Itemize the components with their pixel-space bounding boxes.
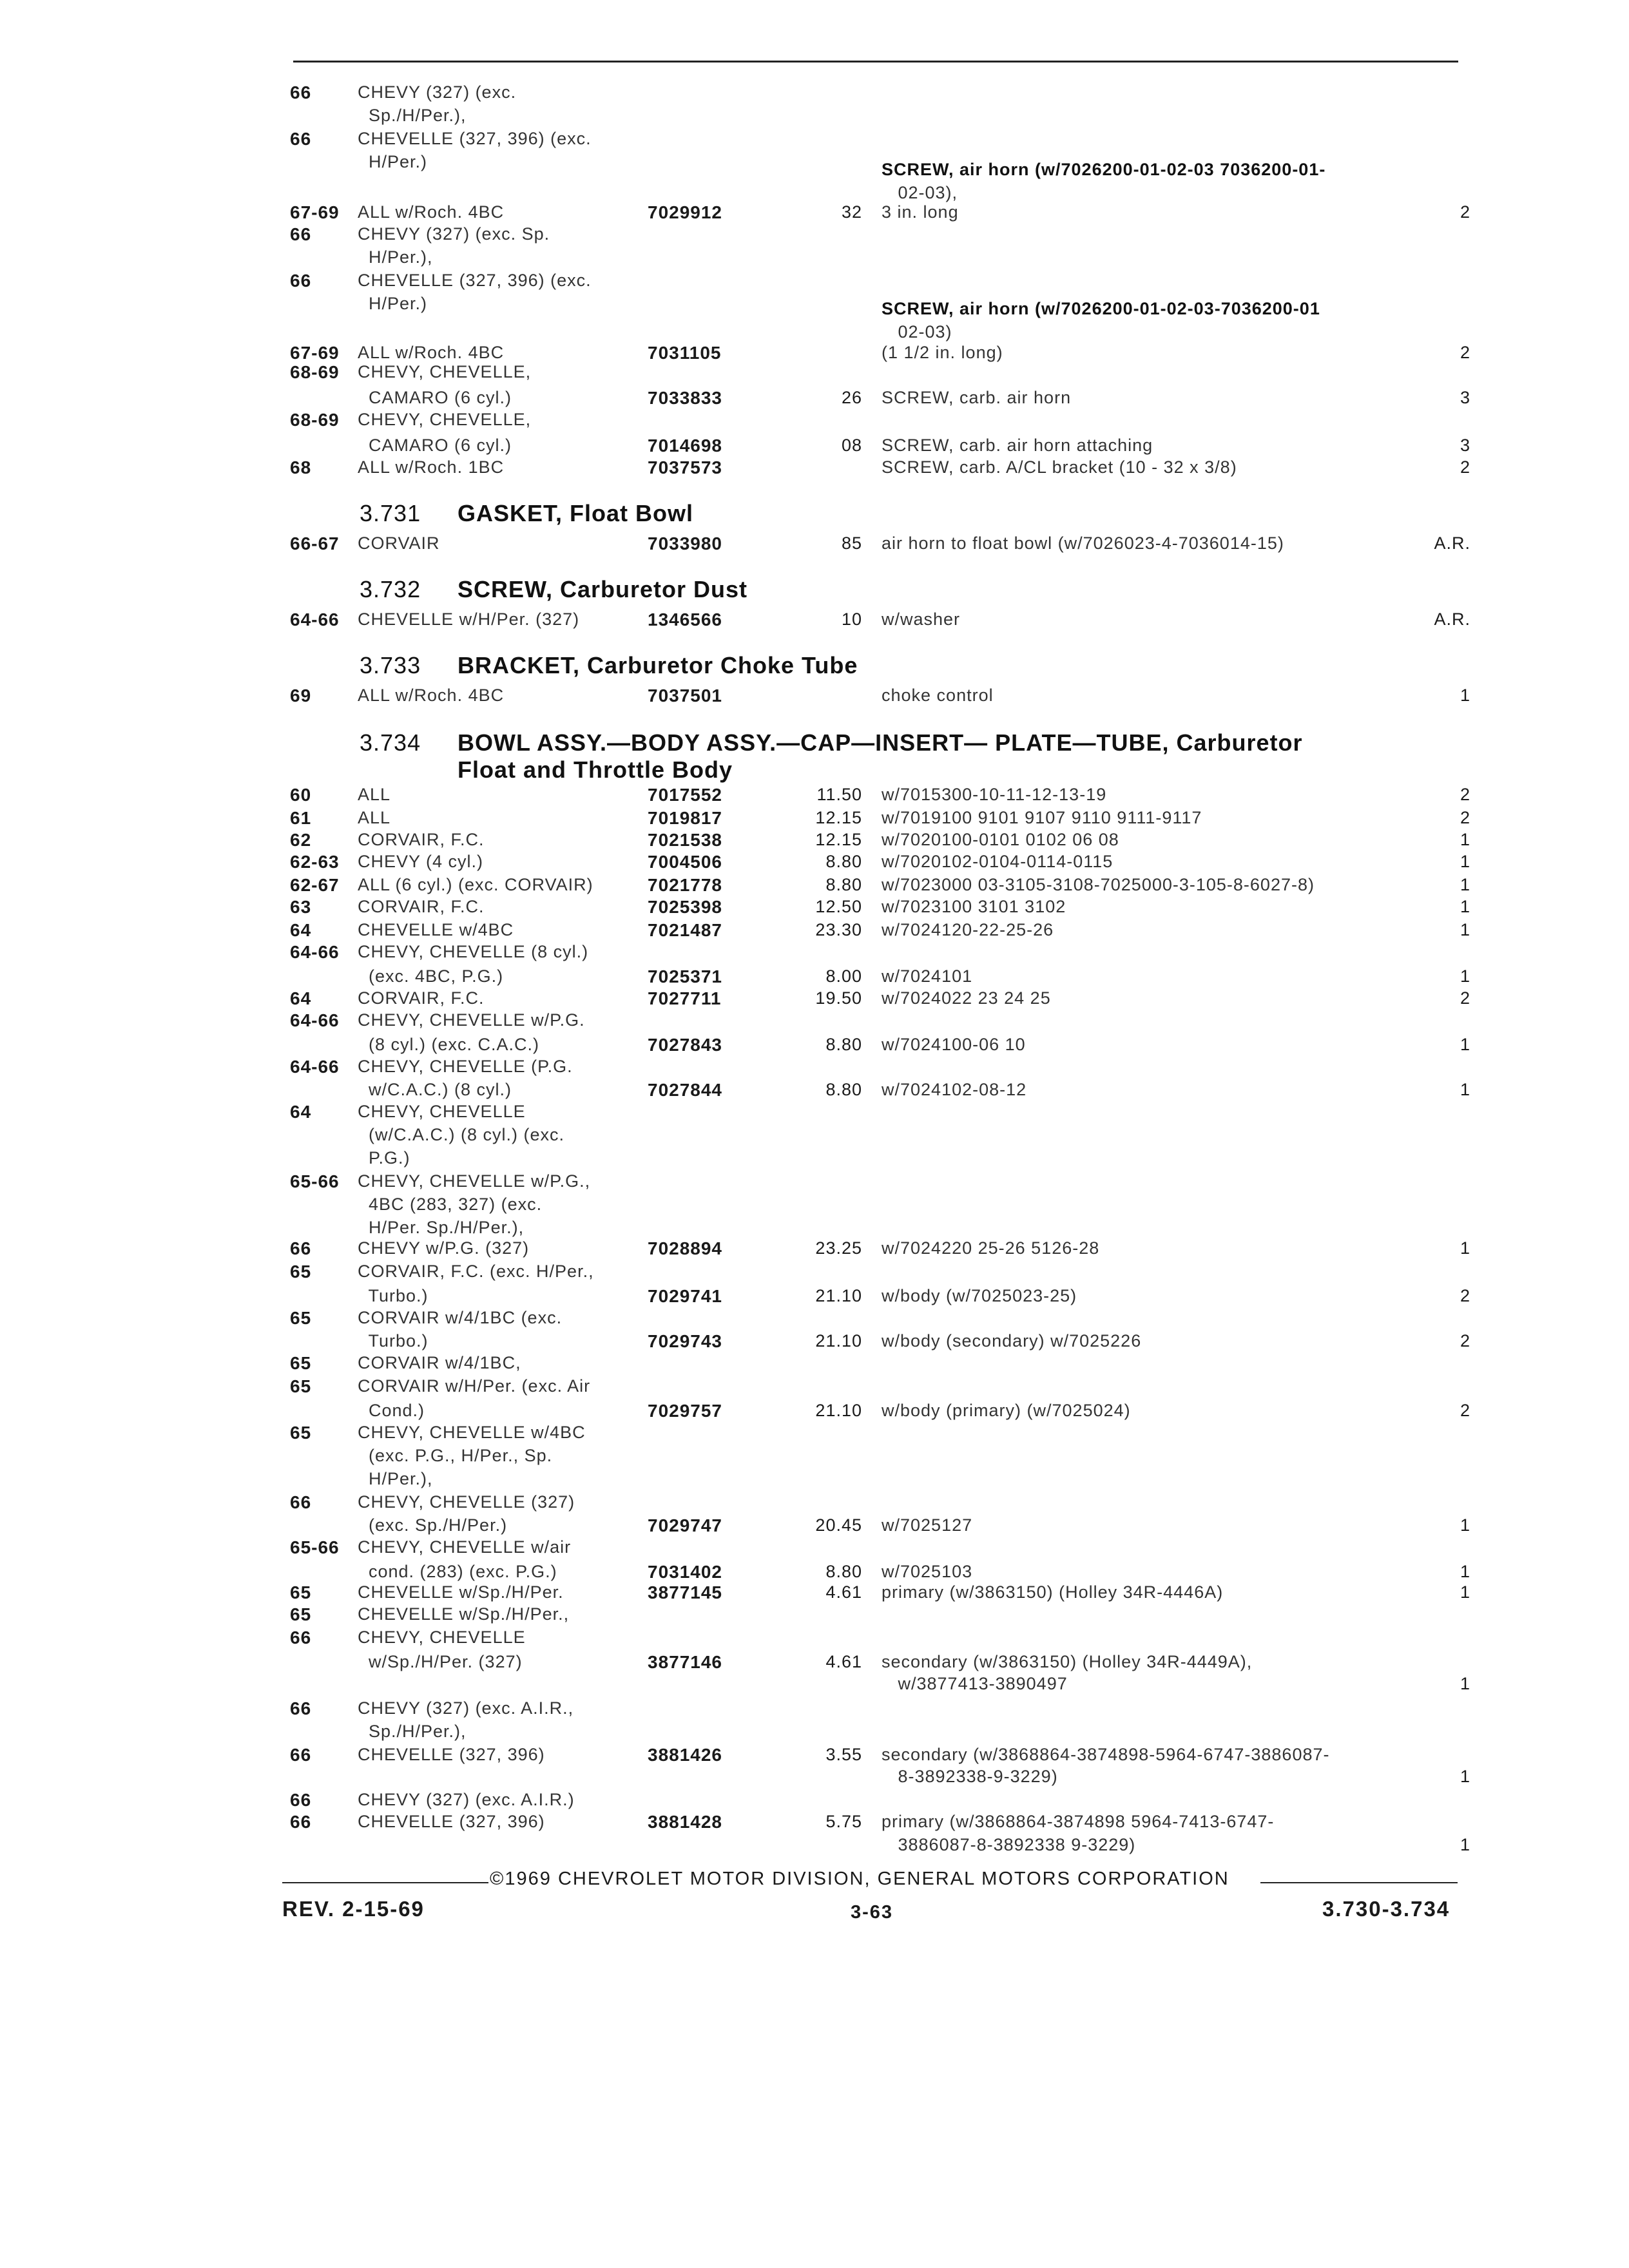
description: (1 1/2 in. long) xyxy=(882,343,1003,362)
list-price: 19.50 xyxy=(815,988,862,1008)
description: SCREW, carb. air horn xyxy=(882,388,1072,407)
part-number: 7027844 xyxy=(648,1080,723,1100)
part-number: 7025371 xyxy=(648,966,723,986)
top-rule xyxy=(293,61,1458,62)
application: CORVAIR, F.C. xyxy=(358,897,485,916)
application: CORVAIR w/H/Per. (exc. Air xyxy=(358,1376,591,1396)
description: w/7024120-22-25-26 xyxy=(882,920,1054,939)
quantity: 2 xyxy=(1460,457,1470,477)
description: air horn to float bowl (w/7026023-4-7036014-15) xyxy=(882,533,1284,553)
model-years: 65 xyxy=(290,1423,312,1443)
model-years: 66 xyxy=(290,1790,312,1810)
section-number: 3.734 xyxy=(360,729,421,756)
model-years: 68-69 xyxy=(290,362,340,382)
application: CORVAIR w/4/1BC, xyxy=(358,1353,521,1372)
list-price: 85 xyxy=(841,533,862,553)
description: 02-03) xyxy=(882,322,952,341)
list-price: 21.10 xyxy=(815,1286,862,1305)
part-number: 7021538 xyxy=(648,830,723,850)
model-years: 69 xyxy=(290,686,312,706)
list-price: 12.50 xyxy=(815,897,862,916)
section-title: GASKET, Float Bowl xyxy=(458,500,694,526)
application: ALL (6 cyl.) (exc. CORVAIR) xyxy=(358,875,593,894)
description: w/7024101 xyxy=(882,966,973,986)
model-years: 65 xyxy=(290,1308,312,1328)
application: CHEVY, CHEVELLE, xyxy=(358,362,532,381)
description: w/washer xyxy=(882,610,961,629)
description: w/7023000 03-3105-3108-7025000-3-105-8-6027-8) xyxy=(882,875,1315,894)
application: CAMARO (6 cyl.) xyxy=(358,436,512,455)
part-number: 7017552 xyxy=(648,785,723,805)
description: secondary (w/3868864-3874898-5964-6747-3886087- xyxy=(882,1745,1330,1764)
list-price: 21.10 xyxy=(815,1401,862,1420)
list-price: 8.80 xyxy=(825,852,862,871)
application: (w/C.A.C.) (8 cyl.) (exc. xyxy=(358,1125,565,1144)
quantity: 1 xyxy=(1460,1767,1470,1786)
description: w/3877413-3890497 xyxy=(882,1674,1068,1693)
description: w/7023100 3101 3102 xyxy=(882,897,1066,916)
quantity: 2 xyxy=(1460,1401,1470,1420)
quantity: 1 xyxy=(1460,830,1470,849)
model-years: 66 xyxy=(290,1238,312,1258)
model-years: 66 xyxy=(290,129,312,149)
part-number: 3881428 xyxy=(648,1812,723,1832)
list-price: 8.80 xyxy=(825,1080,862,1099)
model-years: 60 xyxy=(290,785,312,805)
part-number: 7014698 xyxy=(648,436,723,456)
application: ALL w/Roch. 4BC xyxy=(358,343,505,362)
list-price: 8.80 xyxy=(825,1035,862,1054)
application: Sp./H/Per.), xyxy=(358,106,467,125)
part-number: 1346566 xyxy=(648,610,723,629)
model-years: 61 xyxy=(290,808,312,828)
part-number: 7027843 xyxy=(648,1035,723,1055)
part-number: 7031402 xyxy=(648,1562,723,1582)
quantity: 1 xyxy=(1460,1674,1470,1693)
quantity: 1 xyxy=(1460,1582,1470,1602)
model-years: 64 xyxy=(290,988,312,1008)
model-years: 65 xyxy=(290,1582,312,1602)
list-price: 12.15 xyxy=(815,830,862,849)
application: CHEVY w/P.G. (327) xyxy=(358,1238,530,1258)
quantity: 1 xyxy=(1460,897,1470,916)
application: 4BC (283, 327) (exc. xyxy=(358,1195,543,1214)
description: w/7020102-0104-0114-0115 xyxy=(882,852,1113,871)
application: CHEVY, CHEVELLE, xyxy=(358,410,532,429)
application: CHEVY, CHEVELLE w/4BC xyxy=(358,1423,586,1442)
part-number: 7025398 xyxy=(648,897,723,917)
section-title-continued: Float and Throttle Body xyxy=(458,756,733,783)
application: Turbo.) xyxy=(358,1286,429,1305)
application: cond. (283) (exc. P.G.) xyxy=(358,1562,557,1581)
model-years: 66 xyxy=(290,1628,312,1648)
application: (exc. 4BC, P.G.) xyxy=(358,966,504,986)
part-number: 7037501 xyxy=(648,686,723,706)
list-price: 10 xyxy=(841,610,862,629)
list-price: 23.25 xyxy=(815,1238,862,1258)
description: primary (w/3863150) (Holley 34R-4446A) xyxy=(882,1582,1224,1602)
part-number: 7029747 xyxy=(648,1515,723,1535)
model-years: 62-63 xyxy=(290,852,340,872)
application: CHEVELLE (327, 396) xyxy=(358,1745,545,1764)
quantity: 1 xyxy=(1460,875,1470,894)
application: H/Per.) xyxy=(358,152,428,171)
quantity: A.R. xyxy=(1434,533,1470,553)
section-number: 3.733 xyxy=(360,652,421,678)
part-number: 7019817 xyxy=(648,808,723,828)
model-years: 64-66 xyxy=(290,610,340,629)
model-years: 66 xyxy=(290,1745,312,1765)
model-years: 68-69 xyxy=(290,410,340,430)
quantity: 3 xyxy=(1460,388,1470,407)
application: CAMARO (6 cyl.) xyxy=(358,388,512,407)
list-price: 8.80 xyxy=(825,1562,862,1581)
description: w/7025127 xyxy=(882,1515,973,1535)
application: CORVAIR, F.C. xyxy=(358,830,485,849)
model-years: 62 xyxy=(290,830,312,850)
application: CHEVY, CHEVELLE xyxy=(358,1102,526,1121)
model-years: 63 xyxy=(290,897,312,917)
footer-rule-left xyxy=(282,1882,488,1883)
model-years: 62-67 xyxy=(290,875,340,895)
list-price: 3.55 xyxy=(825,1745,862,1764)
application: (8 cyl.) (exc. C.A.C.) xyxy=(358,1035,540,1054)
description: w/7024102-08-12 xyxy=(882,1080,1027,1099)
application: ALL w/Roch. 4BC xyxy=(358,202,505,222)
application: CORVAIR, F.C. xyxy=(358,988,485,1008)
description: w/body (w/7025023-25) xyxy=(882,1286,1077,1305)
description: w/7024220 25-26 5126-28 xyxy=(882,1238,1100,1258)
description: w/7024022 23 24 25 xyxy=(882,988,1051,1008)
model-years: 64 xyxy=(290,1102,312,1122)
application: CHEVELLE (327, 396) (exc. xyxy=(358,129,592,148)
list-price: 5.75 xyxy=(825,1812,862,1831)
footer-rule-right xyxy=(1260,1882,1458,1883)
model-years: 67-69 xyxy=(290,202,340,222)
model-years: 65 xyxy=(290,1353,312,1373)
application: CHEVY, CHEVELLE w/P.G., xyxy=(358,1171,591,1191)
part-number: 7033833 xyxy=(648,388,723,408)
list-price: 23.30 xyxy=(815,920,862,939)
description: w/7024100-06 10 xyxy=(882,1035,1026,1054)
list-price: 20.45 xyxy=(815,1515,862,1535)
model-years: 64-66 xyxy=(290,942,340,962)
description: SCREW, carb. A/CL bracket (10 - 32 x 3/8) xyxy=(882,457,1237,477)
application: H/Per. Sp./H/Per.), xyxy=(358,1218,525,1237)
model-years: 66-67 xyxy=(290,533,340,553)
application: P.G.) xyxy=(358,1148,410,1168)
quantity: 2 xyxy=(1460,202,1470,222)
list-price: 08 xyxy=(841,436,862,455)
model-years: 64-66 xyxy=(290,1057,340,1077)
part-number: 7029741 xyxy=(648,1286,723,1306)
application: CHEVELLE w/H/Per. (327) xyxy=(358,610,580,629)
application: CHEVY (327) (exc. A.I.R.) xyxy=(358,1790,575,1809)
application: CHEVY, CHEVELLE (327) xyxy=(358,1492,575,1512)
quantity: 1 xyxy=(1460,1238,1470,1258)
description: w/7025103 xyxy=(882,1562,973,1581)
application: Turbo.) xyxy=(358,1331,429,1350)
quantity: 1 xyxy=(1460,920,1470,939)
application: CHEVELLE (327, 396) (exc. xyxy=(358,271,592,290)
part-number: 7033980 xyxy=(648,533,723,553)
list-price: 8.00 xyxy=(825,966,862,986)
application: CORVAIR, F.C. (exc. H/Per., xyxy=(358,1262,594,1281)
application: w/Sp./H/Per. (327) xyxy=(358,1652,523,1671)
model-years: 65 xyxy=(290,1262,312,1282)
application: H/Per.), xyxy=(358,247,433,267)
application: ALL xyxy=(358,808,391,827)
quantity: 2 xyxy=(1460,988,1470,1008)
model-years: 66 xyxy=(290,82,312,102)
model-years: 65 xyxy=(290,1604,312,1624)
description: w/7015300-10-11-12-13-19 xyxy=(882,785,1107,804)
part-number: 7029912 xyxy=(648,202,723,222)
quantity: 2 xyxy=(1460,785,1470,804)
application: CHEVY, CHEVELLE w/P.G. xyxy=(358,1010,585,1030)
application: CHEVY, CHEVELLE xyxy=(358,1628,526,1647)
part-number: 7021778 xyxy=(648,875,723,895)
section-range: 3.730-3.734 xyxy=(1322,1897,1451,1921)
quantity: 2 xyxy=(1460,808,1470,827)
list-price: 21.10 xyxy=(815,1331,862,1350)
description: w/7020100-0101 0102 06 08 xyxy=(882,830,1119,849)
part-number: 7021487 xyxy=(648,920,723,940)
description: 3 in. long xyxy=(882,202,959,222)
application: Cond.) xyxy=(358,1401,425,1420)
list-price: 8.80 xyxy=(825,875,862,894)
quantity: 1 xyxy=(1460,1835,1470,1854)
model-years: 65-66 xyxy=(290,1537,340,1557)
page-number: 3-63 xyxy=(851,1902,894,1923)
model-years: 66 xyxy=(290,1698,312,1718)
revision-date: REV. 2-15-69 xyxy=(282,1897,425,1921)
quantity: 1 xyxy=(1460,1035,1470,1054)
application: ALL w/Roch. 1BC xyxy=(358,457,505,477)
part-number: 7031105 xyxy=(648,343,722,363)
application: ALL xyxy=(358,785,391,804)
application: CHEVY (327) (exc. A.I.R., xyxy=(358,1698,574,1718)
model-years: 66 xyxy=(290,1492,312,1512)
list-price: 32 xyxy=(841,202,862,222)
list-price: 4.61 xyxy=(825,1652,862,1671)
section-title: BOWL ASSY.—BODY ASSY.—CAP—INSERT— PLATE—TUBE, Carburetor xyxy=(458,729,1303,756)
part-number: 3877145 xyxy=(648,1582,723,1602)
model-years: 64-66 xyxy=(290,1010,340,1030)
description: 3886087-8-3892338 9-3229) xyxy=(882,1835,1136,1854)
section-number: 3.732 xyxy=(360,576,421,602)
application: Sp./H/Per.), xyxy=(358,1722,467,1741)
quantity: 1 xyxy=(1460,852,1470,871)
description: 8-3892338-9-3229) xyxy=(882,1767,1058,1786)
model-years: 68 xyxy=(290,457,312,477)
part-number: 7029757 xyxy=(648,1401,723,1421)
copyright-notice: ©1969 CHEVROLET MOTOR DIVISION, GENERAL MOTORS CORPORATION xyxy=(490,1869,1229,1889)
description: secondary (w/3863150) (Holley 34R-4449A), xyxy=(882,1652,1253,1671)
application: CORVAIR w/4/1BC (exc. xyxy=(358,1308,563,1327)
description: primary (w/3868864-3874898 5964-7413-6747- xyxy=(882,1812,1275,1831)
description: SCREW, air horn (w/7026200-01-02-03-7036200-01 xyxy=(882,299,1320,318)
application: (exc. P.G., H/Per., Sp. xyxy=(358,1446,553,1465)
application: CHEVY, CHEVELLE (8 cyl.) xyxy=(358,942,589,961)
application: CORVAIR xyxy=(358,533,440,553)
section-number: 3.731 xyxy=(360,500,421,526)
quantity: 2 xyxy=(1460,1286,1470,1305)
quantity: 1 xyxy=(1460,966,1470,986)
model-years: 66 xyxy=(290,224,312,244)
list-price: 11.50 xyxy=(816,785,862,804)
description: SCREW, carb. air horn attaching xyxy=(882,436,1153,455)
list-price: 26 xyxy=(841,388,862,407)
list-price: 4.61 xyxy=(825,1582,862,1602)
application: CHEVELLE w/Sp./H/Per. xyxy=(358,1582,564,1602)
application: CHEVY, CHEVELLE (P.G. xyxy=(358,1057,573,1076)
application: CHEVY (327) (exc. xyxy=(358,82,517,102)
model-years: 66 xyxy=(290,1812,312,1832)
description: w/7019100 9101 9107 9110 9111-9117 xyxy=(882,808,1202,827)
description: w/body (secondary) w/7025226 xyxy=(882,1331,1142,1350)
application: CHEVY, CHEVELLE w/air xyxy=(358,1537,572,1557)
application: CHEVY (4 cyl.) xyxy=(358,852,484,871)
application: ALL w/Roch. 4BC xyxy=(358,686,505,705)
quantity: 1 xyxy=(1460,686,1470,705)
description: 02-03), xyxy=(882,183,958,202)
application: CHEVELLE w/Sp./H/Per., xyxy=(358,1604,570,1624)
part-number: 7037573 xyxy=(648,457,723,477)
application: CHEVELLE w/4BC xyxy=(358,920,514,939)
part-number: 3877146 xyxy=(648,1652,723,1672)
quantity: 1 xyxy=(1460,1515,1470,1535)
part-number: 3881426 xyxy=(648,1745,723,1765)
section-title: BRACKET, Carburetor Choke Tube xyxy=(458,652,858,678)
application: CHEVELLE (327, 396) xyxy=(358,1812,545,1831)
application: CHEVY (327) (exc. Sp. xyxy=(358,224,550,244)
model-years: 65 xyxy=(290,1376,312,1396)
list-price: 12.15 xyxy=(815,808,862,827)
quantity: A.R. xyxy=(1434,610,1470,629)
model-years: 64 xyxy=(290,920,312,940)
section-title: SCREW, Carburetor Dust xyxy=(458,576,748,602)
application: w/C.A.C.) (8 cyl.) xyxy=(358,1080,512,1099)
model-years: 65-66 xyxy=(290,1171,340,1191)
part-number: 7028894 xyxy=(648,1238,723,1258)
quantity: 3 xyxy=(1460,436,1470,455)
model-years: 67-69 xyxy=(290,343,340,363)
model-years: 66 xyxy=(290,271,312,291)
part-number: 7004506 xyxy=(648,852,723,872)
quantity: 2 xyxy=(1460,343,1470,362)
description: w/body (primary) (w/7025024) xyxy=(882,1401,1131,1420)
quantity: 2 xyxy=(1460,1331,1470,1350)
application: (exc. Sp./H/Per.) xyxy=(358,1515,508,1535)
description: choke control xyxy=(882,686,994,705)
description: SCREW, air horn (w/7026200-01-02-03 7036200-01- xyxy=(882,160,1326,179)
part-number: 7029743 xyxy=(648,1331,723,1351)
part-number: 7027711 xyxy=(648,988,722,1008)
application: H/Per.) xyxy=(358,294,428,313)
quantity: 1 xyxy=(1460,1562,1470,1581)
application: H/Per.), xyxy=(358,1469,433,1488)
quantity: 1 xyxy=(1460,1080,1470,1099)
